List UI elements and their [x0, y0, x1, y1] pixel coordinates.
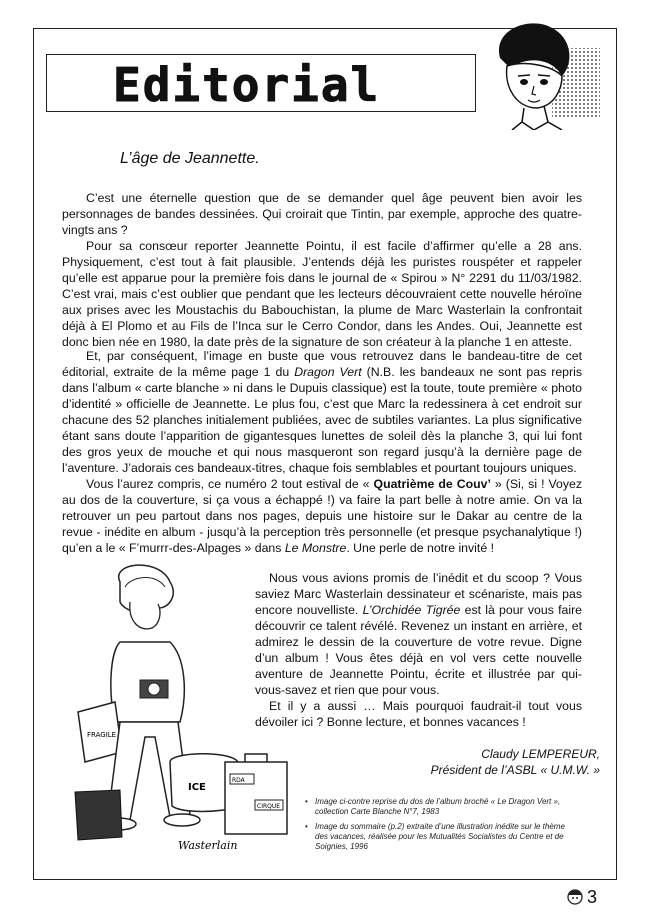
jeannette-head-icon [566, 888, 584, 906]
jeannette-portrait [482, 18, 602, 130]
editorial-subtitle: L’âge de Jeannette. [120, 150, 260, 167]
image-credits [305, 797, 580, 857]
paragraph-3: Et, par conséquent, l’image en buste que vous retrouvez dans le bandeau-titre de cet éditorial, extraite de la même page 1 du Dragon Vert (N.B. les bandeaux ne sont pas repris dans l’album « carte blanche » ni dans le Dupuis classique) est la toute, toute première « photo d’identité » officielle de Jeannette. Le plus fou, c’est que Marc la redessinera à cet endroit sur chacune des 52 planches initialement publiées, avec de subtiles variantes. La plus significative étant sans doute l’apparition de gigantesques lunettes de soleil dès la planche 3, qui lui font des gros yeux de mouche et qui nous masqueront son regard jusqu’à la dernière page de l’aventure. J’adorais ces bandeaux-titres, chaque fois semblables et pourtant toujours uniques. [62, 349, 582, 475]
signature-name: Claudy LEMPEREUR, [481, 747, 600, 761]
artist-signature: Wasterlain [178, 839, 238, 852]
right-paragraph-1: Nous vous avions promis de l’inédit et du scoop ? Vous saviez Marc Wasterlain dessinateur et scénariste, mais pas encore nouvelliste. L’Orchidée Tigrée est là pour vous faire découvrir ce talent révélé. Revenez un instant en arrière, et admirez le dessin de la couverture de votre revue. Digne d’un album ! Vous êtes déjà en vol vers cette nouvelle aventure de Jeannette Pointu, écrite et illustrée par qui-vous-savez et rien que pour vous. [255, 571, 583, 697]
bag-label-fragile: FRAGILE [87, 731, 117, 739]
credit-note: • Image ci-contre reprise du dos de l’album broché « Le Dragon Vert », collection Carte Blanche N°7, 1983 [305, 797, 580, 817]
right-paragraph-2: Et il y a aussi … Mais pourquoi faudrait-il tout vous dévoiler ici ? Bonne lecture, et bonnes vacances ! [255, 699, 582, 729]
bag-label-ice: ICE [188, 782, 206, 793]
paragraph-4: Vous l’aurez compris, ce numéro 2 tout estival de « Quatrième de Couv’ » (Si, si ! Voyez au dos de la couverture, si ça vous a échappé !) va faire la part belle à notre amie. On va la retrouver un peu partout dans nos pages, depuis une histoire sur le Dakar au centre de la revue - inédite en album - jusqu’à la perception très personnelle (et presque psychanalytique !) qu’en a le « F’murrr-des-Alpages » dans Le Monstre. Une perle de notre invité ! [62, 477, 582, 555]
signature-role: Président de l’ASBL « U.M.W. » [430, 763, 600, 777]
paragraph-1: C’est une éternelle question que de se demander quel âge peuvent bien avoir les personnages de bandes dessinées. Qui croirait que Tintin, par exemple, approche des quatre-vingts ans ? [62, 191, 582, 237]
bag-label-rda: RDA [232, 777, 245, 784]
paragraph-2: Pour sa consœur reporter Jeannette Pointu, il est facile d’affirmer qu’elle a 28 ans. Physiquement, c’est tout à fait plausible. J’entends déjà les puristes rouspéter et rappeler qu’elle est apparue pour la première fois dans le journal de « Spirou » N° 2291 du 11/03/1982. C’est vrai, mais c’est oublier que pendant que les lecteurs découvraient cette nouvelle héroïne aux prises avec les Moustachis du Babouchistan, la plume de Marc Wasterlain la confrontait déjà à El Plomo et au Fils de l’Inca sur le Cerro Condor, dans les Andes. Oui, Jeannette est donc bien née en 1980, la date près de la signature de son créateur à la planche 1 en atteste. [62, 239, 582, 349]
credit-note: • Image du sommaire (p.2) extraite d’une illustration inédite sur le thème des vacances, réalisée pour les Mutualités Socialistes du Centre et de Soignies, 1996 [305, 822, 580, 852]
page-title: Editorial [113, 58, 381, 112]
page-number: 3 [587, 887, 598, 907]
signature [431, 746, 600, 778]
bag-label-cirque: CIRQUE [257, 803, 281, 810]
